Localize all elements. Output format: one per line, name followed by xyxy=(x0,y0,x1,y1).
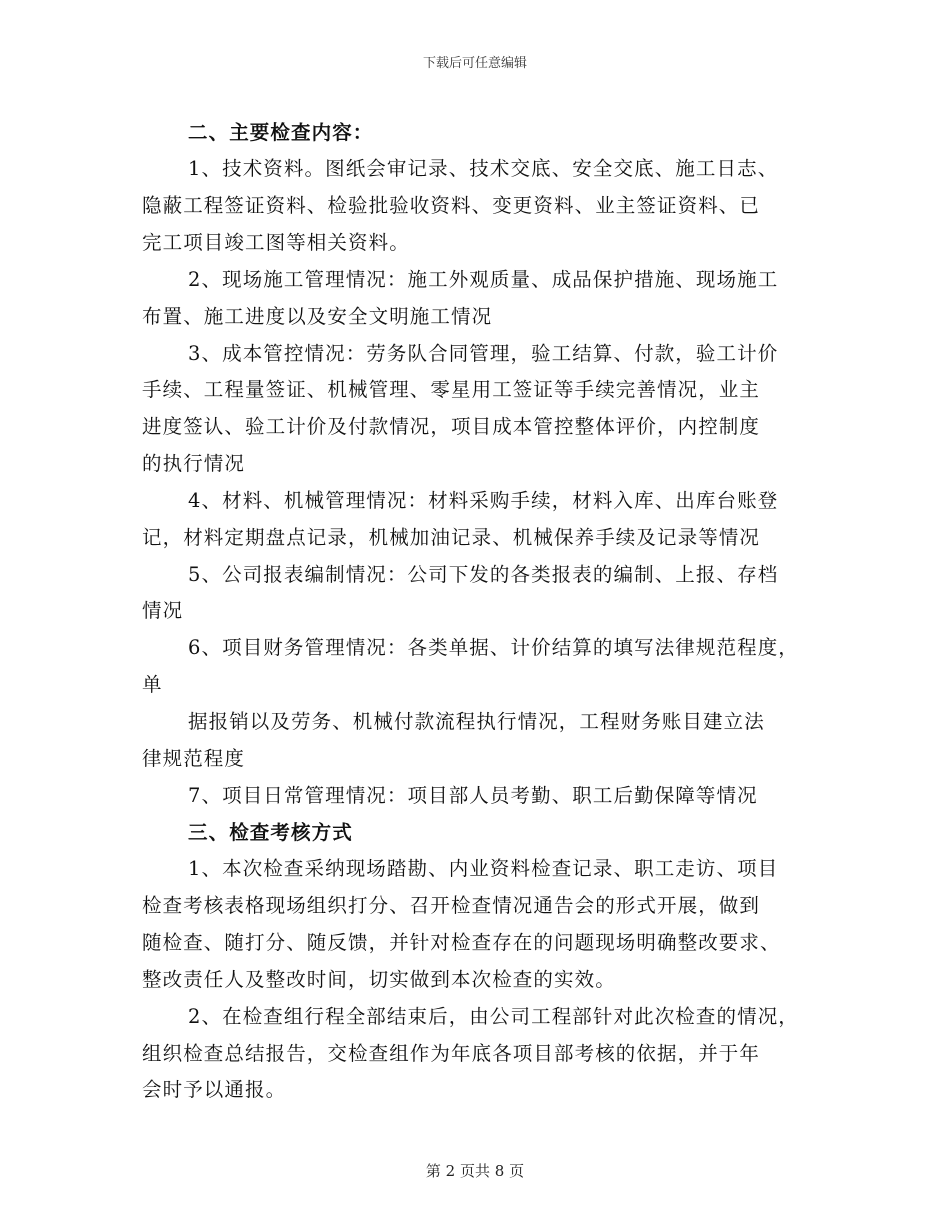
paragraph-line: 3、成本管控情况：劳务队合同管理，验工结算、付款，验工计价 xyxy=(188,342,779,365)
paragraph-line: 情况 xyxy=(142,599,184,622)
paragraph-line: 5、公司报表编制情况：公司下发的各类报表的编制、上报、存档 xyxy=(188,563,779,586)
paragraph-line: 手续、工程量签证、机械管理、零星用工签证等手续完善情况，业主 xyxy=(142,378,761,401)
paragraph-line: 7、项目日常管理情况：项目部人员考勤、职工后勤保障等情况 xyxy=(188,784,758,807)
paragraph-line: 完工项目竣工图等相关资料。 xyxy=(142,231,410,254)
paragraph-line: 的执行情况 xyxy=(142,452,246,475)
page-header: 下载后可任意编辑 xyxy=(422,56,527,71)
paragraph-line: 随检查、随打分、随反馈，并针对检查存在的问题现场明确整改要求、 xyxy=(142,931,781,954)
paragraph-line: 会时予以通报。 xyxy=(142,1078,287,1101)
paragraph-line: 2、现场施工管理情况：施工外观质量、成品保护措施、现场施工 xyxy=(188,268,779,291)
paragraph-line: 记，材料定期盘点记录，机械加油记录、机械保养手续及记录等情况 xyxy=(142,526,761,549)
paragraph-line: 1、本次检查采纳现场踏勘、内业资料检查记录、职工走访、项目 xyxy=(188,857,779,880)
section-heading-inspection-method: 三、检查考核方式 xyxy=(188,821,353,844)
paragraph-line: 据报销以及劳务、机械付款流程执行情况，工程财务账目建立法 xyxy=(188,710,765,733)
paragraph-line: 4、材料、机械管理情况：材料采购手续，材料入库、出库台账登 xyxy=(188,489,779,512)
section-heading-main-content: 二、主要检查内容： xyxy=(188,121,374,144)
paragraph-line: 组织检查总结报告，交检查组作为年底各项目部考核的依据，并于年 xyxy=(142,1042,761,1065)
paragraph-line: 6、项目财务管理情况：各类单据、计价结算的填写法律规范程度， xyxy=(188,636,799,659)
page-footer: 第 2 页共 8 页 xyxy=(425,1162,525,1180)
paragraph-line: 隐蔽工程签证资料、检验批验收资料、变更资料、业主签证资料、已 xyxy=(142,194,761,217)
paragraph-line: 进度签认、验工计价及付款情况，项目成本管控整体评价，内控制度 xyxy=(142,415,761,438)
paragraph-line: 布置、施工进度以及安全文明施工情况 xyxy=(142,305,493,328)
paragraph-line: 检查考核表格现场组织打分、召开检查情况通告会的形式开展，做到 xyxy=(142,894,761,917)
paragraph-line: 单 xyxy=(142,673,163,696)
paragraph-line: 1、技术资料。图纸会审记录、技术交底、安全交底、施工日志、 xyxy=(188,157,779,180)
paragraph-line: 整改责任人及整改时间，切实做到本次检查的实效。 xyxy=(142,968,616,991)
paragraph-line: 2、在检查组行程全部结束后，由公司工程部针对此次检查的情况， xyxy=(188,1005,799,1028)
paragraph-line: 律规范程度 xyxy=(142,747,246,770)
